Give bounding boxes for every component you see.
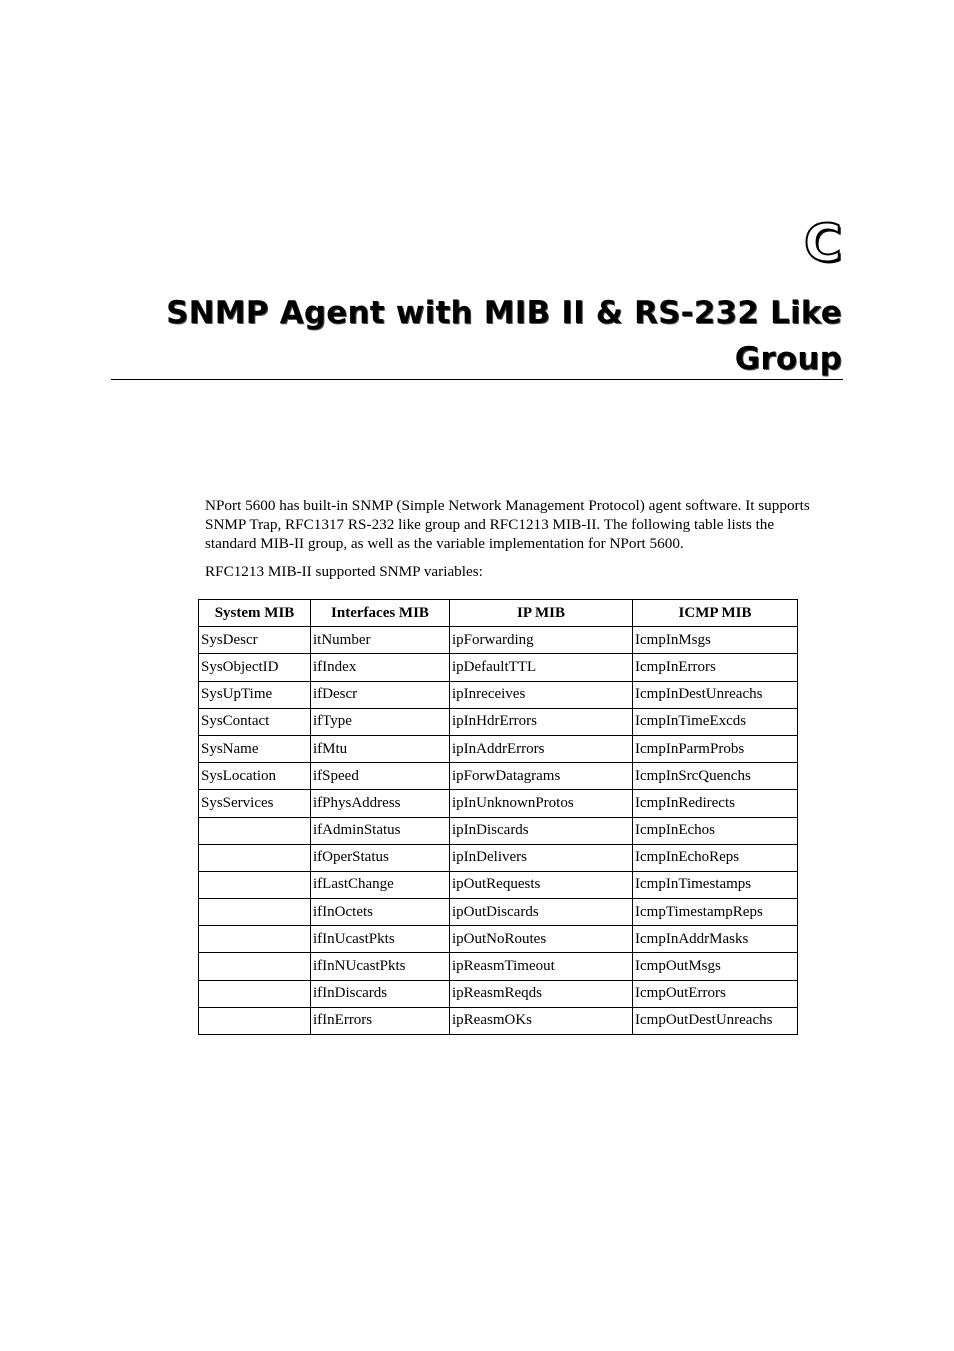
table-row xyxy=(199,708,798,735)
ip-mib-cell: ipInDiscards xyxy=(450,817,633,844)
system-mib-cell: SysContact xyxy=(199,708,311,735)
system-mib-cell xyxy=(199,953,311,980)
table-row xyxy=(199,871,798,898)
header-ip-mib: IP MIB xyxy=(450,600,633,627)
icmp-mib-cell: IcmpInAddrMasks xyxy=(633,926,798,953)
system-mib-cell: SysDescr xyxy=(199,627,311,654)
icmp-mib-cell: IcmpInEchos xyxy=(633,817,798,844)
header-interfaces-mib: Interfaces MIB xyxy=(311,600,450,627)
icmp-mib-cell: IcmpInMsgs xyxy=(633,627,798,654)
system-mib-cell xyxy=(199,817,311,844)
icmp-mib-cell: IcmpOutMsgs xyxy=(633,953,798,980)
interfaces-mib-cell: ifInOctets xyxy=(311,899,450,926)
table-row xyxy=(199,1007,798,1034)
table-header-row xyxy=(199,600,798,627)
interfaces-mib-cell: ifInErrors xyxy=(311,1007,450,1034)
chapter-title-line-1: SNMP Agent with MIB II & RS-232 Like xyxy=(166,295,842,331)
ip-mib-cell: ipForwarding xyxy=(450,627,633,654)
interfaces-mib-cell: ifOperStatus xyxy=(311,844,450,871)
ip-mib-cell: ipInUnknownProtos xyxy=(450,790,633,817)
ip-mib-cell: ipDefaultTTL xyxy=(450,654,633,681)
system-mib-cell xyxy=(199,980,311,1007)
ip-mib-cell: ipOutRequests xyxy=(450,871,633,898)
system-mib-cell xyxy=(199,844,311,871)
ip-mib-cell: ipInreceives xyxy=(450,681,633,708)
table-row xyxy=(199,817,798,844)
interfaces-mib-cell: ifSpeed xyxy=(311,763,450,790)
ip-mib-cell: ipOutDiscards xyxy=(450,899,633,926)
system-mib-cell: SysUpTime xyxy=(199,681,311,708)
interfaces-mib-cell: itNumber xyxy=(311,627,450,654)
table-row xyxy=(199,980,798,1007)
system-mib-cell xyxy=(199,1007,311,1034)
icmp-mib-cell: IcmpInTimestamps xyxy=(633,871,798,898)
interfaces-mib-cell: ifInUcastPkts xyxy=(311,926,450,953)
table-row xyxy=(199,681,798,708)
table-body xyxy=(199,627,798,1035)
icmp-mib-cell: IcmpInParmProbs xyxy=(633,735,798,762)
icmp-mib-cell: IcmpTimestampReps xyxy=(633,899,798,926)
ip-mib-cell: ipOutNoRoutes xyxy=(450,926,633,953)
system-mib-cell: SysObjectID xyxy=(199,654,311,681)
interfaces-mib-cell: ifMtu xyxy=(311,735,450,762)
interfaces-mib-cell: ifAdminStatus xyxy=(311,817,450,844)
interfaces-mib-cell: ifLastChange xyxy=(311,871,450,898)
interfaces-mib-cell: ifInDiscards xyxy=(311,980,450,1007)
icmp-mib-cell: IcmpInSrcQuenchs xyxy=(633,763,798,790)
interfaces-mib-cell: ifDescr xyxy=(311,681,450,708)
header-system-mib: System MIB xyxy=(199,600,311,627)
system-mib-cell: SysServices xyxy=(199,790,311,817)
interfaces-mib-cell: ifIndex xyxy=(311,654,450,681)
system-mib-cell xyxy=(199,871,311,898)
table-row xyxy=(199,899,798,926)
system-mib-cell: SysLocation xyxy=(199,763,311,790)
table-row xyxy=(199,735,798,762)
icmp-mib-cell: IcmpOutDestUnreachs xyxy=(633,1007,798,1034)
table-row xyxy=(199,953,798,980)
ip-mib-cell: ipInDelivers xyxy=(450,844,633,871)
icmp-mib-cell: IcmpInErrors xyxy=(633,654,798,681)
mib-variables-table xyxy=(198,599,798,1035)
icmp-mib-cell: IcmpInEchoReps xyxy=(633,844,798,871)
ip-mib-cell: ipReasmOKs xyxy=(450,1007,633,1034)
ip-mib-cell: ipReasmReqds xyxy=(450,980,633,1007)
header-icmp-mib: ICMP MIB xyxy=(633,600,798,627)
chapter-title xyxy=(142,290,842,382)
table-row xyxy=(199,844,798,871)
intro-paragraph: NPort 5600 has built-in SNMP (Simple Network Management Protocol) agent software. It supports SNMP Trap, RFC1317 RS-232 like group and RFC1213 MIB-II. The following table lists the standard MIB-II group, as well as the variable implementation for NPort 5600. xyxy=(205,497,810,552)
table-row xyxy=(199,627,798,654)
ip-mib-cell: ipInAddrErrors xyxy=(450,735,633,762)
title-divider xyxy=(111,379,843,380)
chapter-letter: C xyxy=(803,214,842,274)
icmp-mib-cell: IcmpOutErrors xyxy=(633,980,798,1007)
table-row xyxy=(199,654,798,681)
icmp-mib-cell: IcmpInRedirects xyxy=(633,790,798,817)
icmp-mib-cell: IcmpInDestUnreachs xyxy=(633,681,798,708)
table-row xyxy=(199,790,798,817)
icmp-mib-cell: IcmpInTimeExcds xyxy=(633,708,798,735)
interfaces-mib-cell: ifInNUcastPkts xyxy=(311,953,450,980)
chapter-title-line-2: Group xyxy=(734,341,842,377)
interfaces-mib-cell: ifType xyxy=(311,708,450,735)
table-row xyxy=(199,763,798,790)
table-row xyxy=(199,926,798,953)
ip-mib-cell: ipForwDatagrams xyxy=(450,763,633,790)
interfaces-mib-cell: ifPhysAddress xyxy=(311,790,450,817)
table-caption: RFC1213 MIB-II supported SNMP variables: xyxy=(205,563,483,580)
system-mib-cell xyxy=(199,899,311,926)
system-mib-cell: SysName xyxy=(199,735,311,762)
ip-mib-cell: ipReasmTimeout xyxy=(450,953,633,980)
system-mib-cell xyxy=(199,926,311,953)
ip-mib-cell: ipInHdrErrors xyxy=(450,708,633,735)
